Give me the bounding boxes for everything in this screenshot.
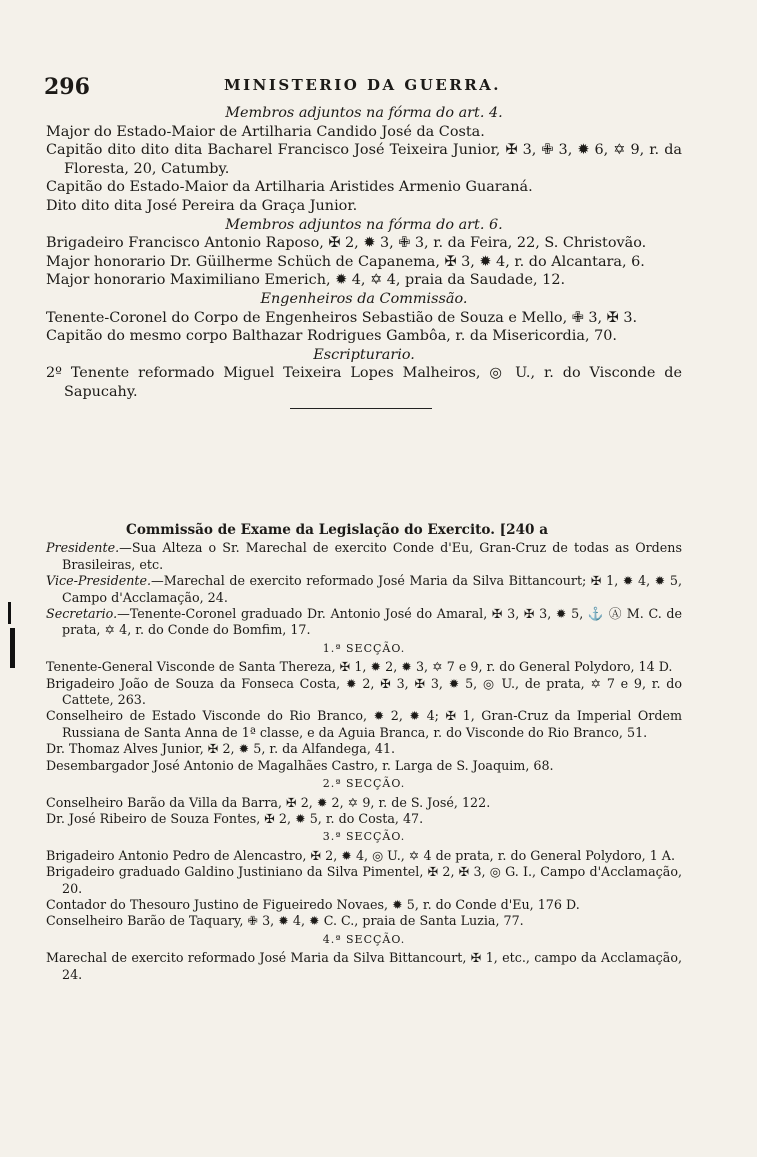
list-item: Marechal de exercito reformado José Maria da Silva Bittancourt, ✠ 1, etc., campo da Acclamação, 24.	[46, 950, 682, 982]
officer-label: Presidente.—	[46, 540, 132, 556]
commission-block	[46, 522, 682, 983]
officer-label: Vice-Presidente.—	[46, 573, 164, 589]
list-item: Capitão do Estado-Maior da Artilharia Aristides Armenio Guaraná.	[46, 179, 533, 196]
list-item: 2º Tenente reformado Miguel Teixeira Lopes Malheiros, ◎ U., r. do Visconde de Sapucahy.	[46, 365, 682, 400]
adjunct-members-list	[46, 104, 682, 419]
divider	[290, 408, 432, 409]
officer-secretary	[46, 606, 682, 639]
scan-mark	[10, 628, 15, 668]
section-heading: Engenheiros da Commissão.	[260, 290, 468, 307]
section-4-heading: 4.ª SECÇÃO.	[322, 932, 406, 946]
officer-text: Sua Alteza o Sr. Marechal de exercito Conde d'Eu, Gran-Cruz de todas as Ordens Brasileiras, etc.	[62, 540, 682, 572]
list-item: Capitão dito dito dita Bacharel Francisco José Teixeira Junior, ✠ 3, ✙ 3, ✹ 6, ✡ 9, r. da Floresta, 20, Catumby.	[46, 142, 682, 177]
list-item: Conselheiro de Estado Visconde do Rio Branco, ✹ 2, ✹ 4; ✠ 1, Gran-Cruz da Imperial Ordem Russiana de Santa Anna de 1ª classe, e da Aguia Branca, r. do Visconde do Rio Branco, 51.	[46, 708, 682, 740]
section-heading: Escripturario.	[313, 346, 415, 363]
list-item: Capitão do mesmo corpo Balthazar Rodrigues Gambôa, r. da Misericordia, 70.	[46, 328, 617, 345]
list-item: Dito dito dita José Pereira da Graça Junior.	[46, 197, 358, 214]
list-item: Conselheiro Barão da Villa da Barra, ✠ 2, ✹ 2, ✡ 9, r. de S. José, 122.	[46, 794, 491, 810]
list-item: Dr. Thomaz Alves Junior, ✠ 2, ✹ 5, r. da Alfandega, 41.	[46, 741, 396, 757]
page-header	[44, 72, 704, 102]
officer-text: Marechal de exercito reformado José Maria da Silva Bittancourt; ✠ 1, ✹ 4, ✹ 5, Campo d'Acclamação, 24.	[62, 573, 682, 605]
list-item: Desembargador José Antonio de Magalhães Castro, r. Larga de S. Joaquim, 68.	[46, 757, 554, 773]
section-2-heading: 2.ª SECÇÃO.	[322, 777, 406, 791]
section-heading: Membros adjuntos na fórma do art. 6.	[225, 216, 503, 233]
page-number: 296	[44, 74, 90, 100]
commission-title: Commissão de Exame da Legislação do Exercito. [240 a	[126, 522, 549, 538]
list-item: Major honorario Dr. Güilherme Schüch de Capanema, ✠ 3, ✹ 4, r. do Alcantara, 6.	[46, 253, 645, 270]
running-title: MINISTERIO DA GUERRA.	[224, 76, 502, 94]
list-item: Major do Estado-Maior de Artilharia Candido José da Costa.	[46, 123, 485, 140]
list-item: Tenente-General Visconde de Santa Thereza, ✠ 1, ✹ 2, ✹ 3, ✡ 7 e 9, r. do General Polydoro, 14 D.	[46, 659, 673, 675]
list-item: Brigadeiro graduado Galdino Justiniano da Silva Pimentel, ✠ 2, ✠ 3, ◎ G. I., Campo d'Acclamação, 20.	[46, 864, 682, 896]
officer-text: Tenente-Coronel graduado Dr. Antonio José do Amaral, ✠ 3, ✠ 3, ✹ 5, ⚓ Ⓐ M. C. de prata, ✡ 4, r. do Conde do Bomfim, 17.	[62, 606, 682, 638]
scan-mark	[8, 602, 11, 624]
section-3-heading: 3.ª SECÇÃO.	[322, 830, 406, 844]
list-item: Brigadeiro Antonio Pedro de Alencastro, ✠ 2, ✹ 4, ◎ U., ✡ 4 de prata, r. do General Polydoro, 1 A.	[46, 847, 676, 863]
list-item: Major honorario Maximiliano Emerich, ✹ 4, ✡ 4, praia da Saudade, 12.	[46, 272, 566, 289]
section-heading: Membros adjuntos na fórma do art. 4.	[225, 105, 503, 121]
section-1-heading: 1.ª SECÇÃO.	[322, 641, 406, 655]
list-item: Brigadeiro Francisco Antonio Raposo, ✠ 2, ✹ 3, ✙ 3, r. da Feira, 22, S. Christovão.	[46, 235, 647, 252]
list-item: Conselheiro Barão de Taquary, ✙ 3, ✹ 4, ✹ C. C., praia de Santa Luzia, 77.	[46, 913, 524, 929]
officer-vice-president	[46, 573, 682, 606]
list-item: Brigadeiro João de Souza da Fonseca Costa, ✹ 2, ✠ 3, ✠ 3, ✹ 5, ◎ U., de prata, ✡ 7 e 9, r. do Cattete, 263.	[46, 675, 682, 708]
officer-label: Secretario.—	[46, 606, 130, 622]
list-item: Contador do Thesouro Justino de Figueiredo Novaes, ✹ 5, r. do Conde d'Eu, 176 D.	[46, 896, 580, 912]
list-item: Dr. José Ribeiro de Souza Fontes, ✠ 2, ✹ 5, r. do Costa, 47.	[46, 810, 424, 826]
list-item: Tenente-Coronel do Corpo de Engenheiros Sebastião de Souza e Mello, ✙ 3, ✠ 3.	[46, 309, 638, 326]
officer-president	[46, 540, 682, 573]
